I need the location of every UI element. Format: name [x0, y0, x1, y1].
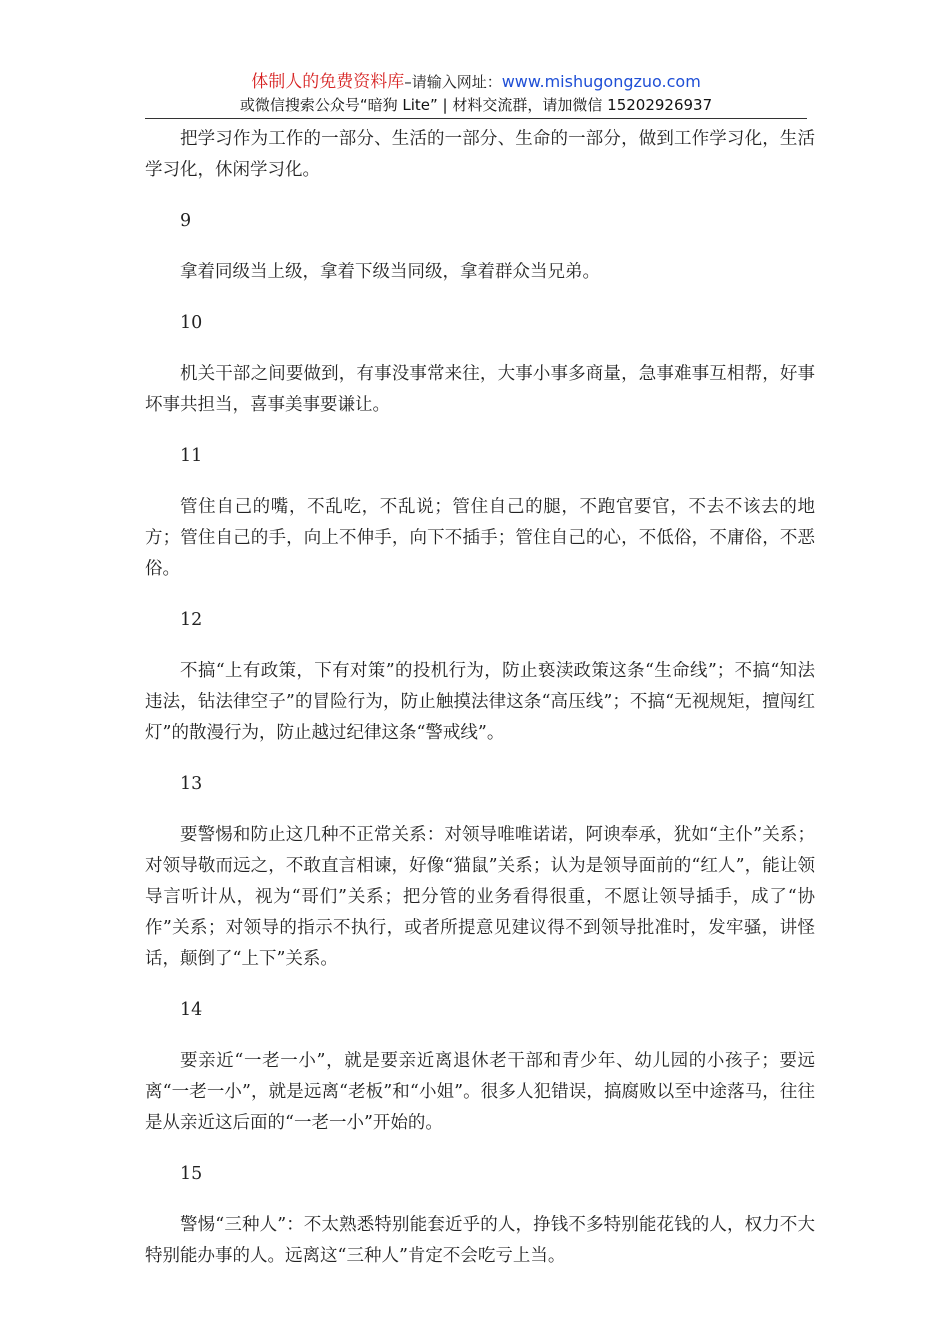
page-header — [145, 70, 807, 116]
paragraph: 要警惕和防止这几种不正常关系：对领导唯唯诺诺，阿谀奉承，犹如“主仆”关系；对领导敬而远之，不敢直言相谏，好像“猫鼠”关系；认为是领导面前的“红人”，能让领导言听计从，视为“哥们”关系；把分管的业务看得很重，不愿让领导插手，成了“协作”关系；对领导的指示不执行，或者所提意见建议得不到领导批准时，发牢骚，讲怪话，颠倒了“上下”关系。 — [145, 825, 815, 969]
header-line-2: 或微信搜索公众号“暗狗 Lite” | 材料交流群，请加微信 15202926937 — [239, 96, 713, 114]
paragraph: 把学习作为工作的一部分、生活的一部分、生命的一部分，做到工作学习化，生活学习化，休闲学习化。 — [145, 129, 815, 180]
paragraph: 机关干部之间要做到，有事没事常来往，大事小事多商量，急事难事互相帮，好事坏事共担当，喜事美事要谦让。 — [145, 364, 815, 415]
paragraph: 要亲近“一老一小”，就是要亲近离退休老干部和青少年、幼儿园的小孩子；要远离“一老一小”，就是远离“老板”和“小姐”。很多人犯错误，搞腐败以至中途落马，往往是从亲近这后面的“一老一小”开始的。 — [145, 1051, 815, 1133]
header-divider — [145, 118, 807, 119]
paragraph: 不搞“上有政策，下有对策”的投机行为，防止亵渎政策这条“生命线”；不搞“知法违法，钻法律空子”的冒险行为，防止触摸法律这条“高压线”；不搞“无视规矩，擅闯红灯”的散漫行为，防止越过纪律这条“警戒线”。 — [145, 661, 815, 743]
item-number: 13 — [180, 774, 203, 794]
item-number: 11 — [180, 446, 203, 466]
url-prompt: –请输入网址： — [404, 73, 502, 91]
item-number: 15 — [180, 1164, 203, 1184]
brand-title: 体制人的免费资料库 — [251, 72, 405, 92]
item-number: 14 — [180, 1000, 203, 1020]
website-link[interactable]: www.mishugongzuo.com — [501, 72, 701, 91]
paragraph: 拿着同级当上级，拿着下级当同级，拿着群众当兄弟。 — [180, 262, 600, 282]
item-number: 12 — [180, 610, 203, 630]
paragraph: 警惕“三种人”：不太熟悉特别能套近乎的人，挣钱不多特别能花钱的人，权力不大特别能办事的人。远离这“三种人”肯定不会吃亏上当。 — [145, 1215, 815, 1266]
paragraph: 管住自己的嘴，不乱吃，不乱说；管住自己的腿，不跑官要官，不去不该去的地方；管住自己的手，向上不伸手，向下不插手；管住自己的心，不低俗，不庸俗，不恶俗。 — [145, 497, 815, 579]
item-number: 9 — [180, 211, 192, 231]
header-line-1 — [145, 70, 807, 94]
document-body — [145, 124, 815, 1292]
item-number: 10 — [180, 313, 203, 333]
